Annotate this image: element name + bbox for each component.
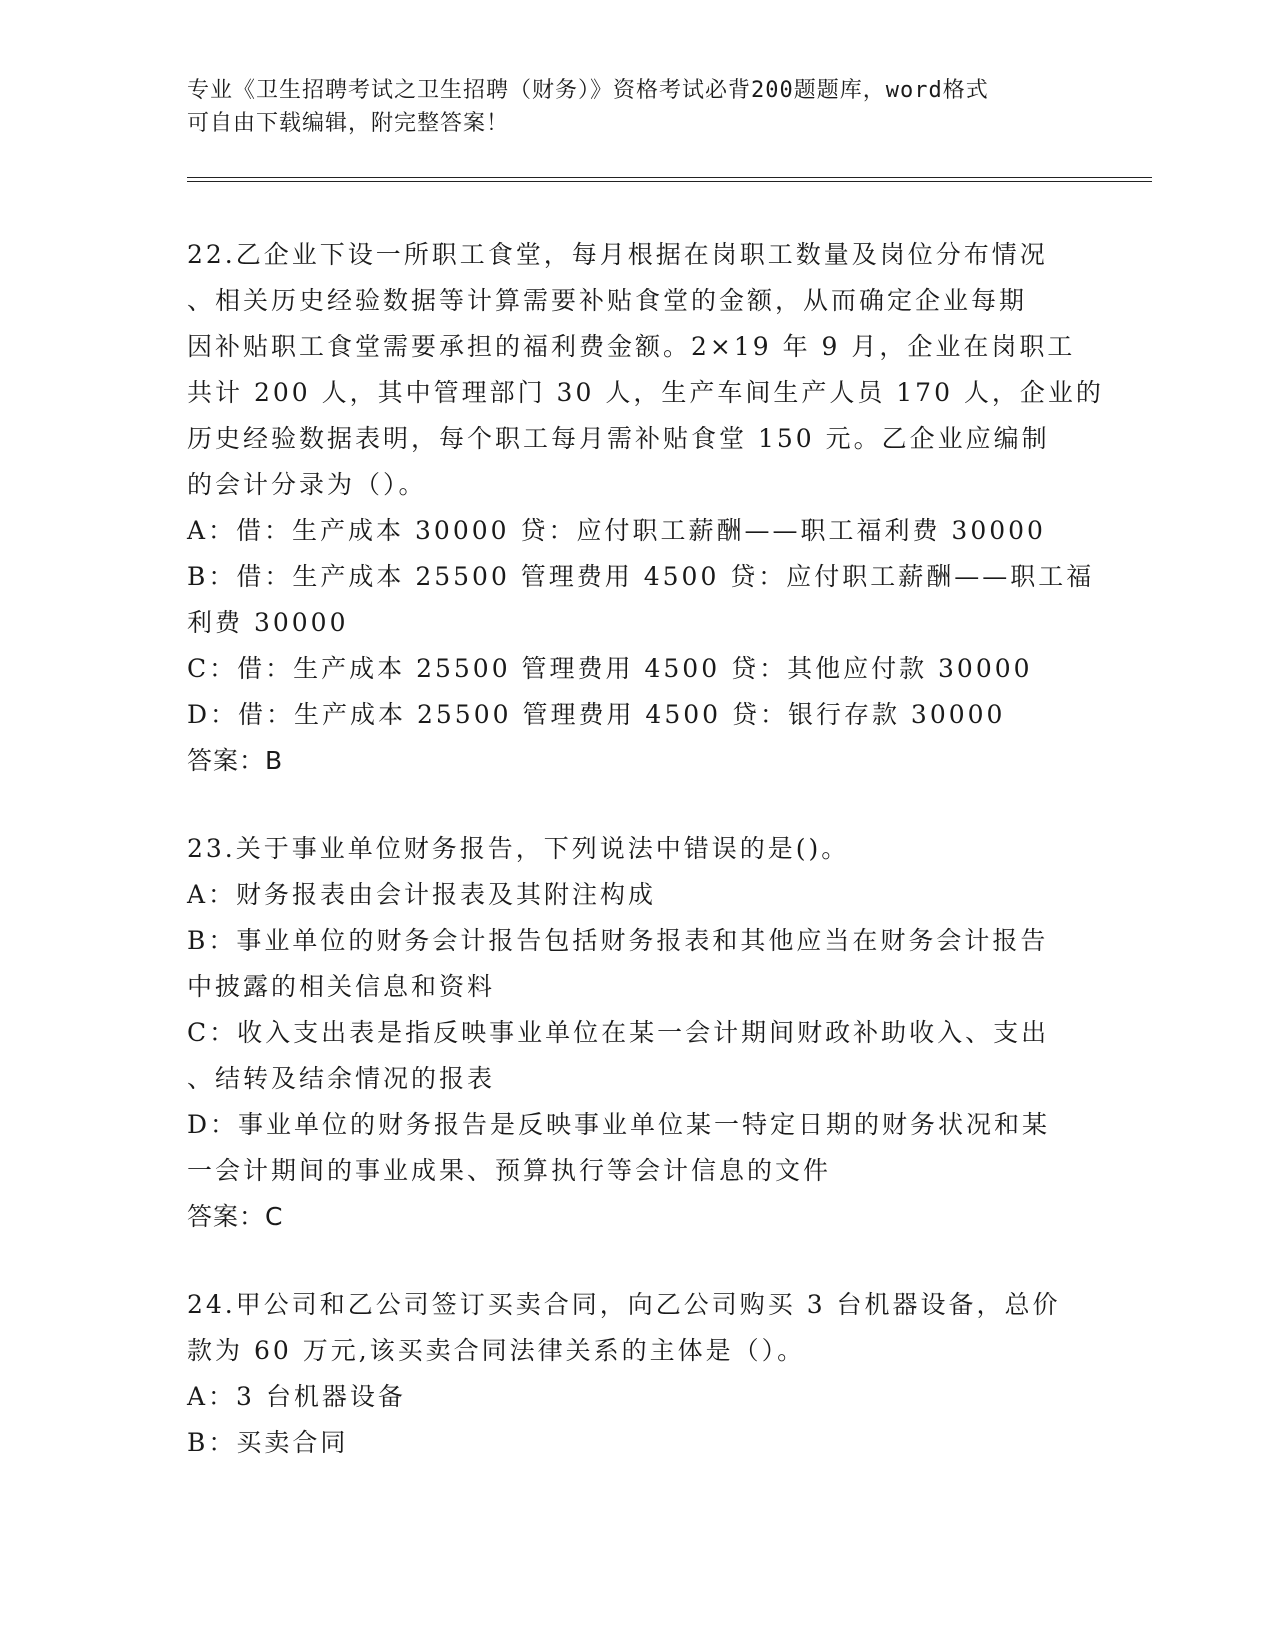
- document-header: [187, 74, 1067, 140]
- question-text-line: 23.关于事业单位财务报告，下列说法中错误的是()。: [187, 834, 850, 863]
- answer-label: 答案：B: [187, 746, 284, 775]
- question-list: [187, 232, 1104, 1508]
- option-b-continued: 中披露的相关信息和资料: [187, 972, 496, 1001]
- question-text-line: 24.甲公司和乙公司签订买卖合同，向乙公司购买 3 台机器设备，总价: [187, 1290, 1061, 1319]
- header-line: 专业《卫生招聘考试之卫生招聘（财务）》资格考试必背200题题库，word格式: [187, 78, 989, 103]
- option-b-continued: 利费 30000: [187, 608, 349, 637]
- option-c: C：收入支出表是指反映事业单位在某一会计期间财政补助收入、支出: [187, 1018, 1050, 1047]
- header-line: 可自由下载编辑，附完整答案！: [187, 111, 510, 136]
- question-text-line: 款为 60 万元,该买卖合同法律关系的主体是（）。: [187, 1336, 806, 1365]
- option-c: C：借：生产成本 25500 管理费用 4500 贷：其他应付款 30000: [187, 654, 1033, 683]
- option-a: A：财务报表由会计报表及其附注构成: [187, 880, 657, 909]
- option-b: B：买卖合同: [187, 1428, 349, 1457]
- option-d-continued: 一会计期间的事业成果、预算执行等会计信息的文件: [187, 1156, 832, 1185]
- option-b: B：事业单位的财务会计报告包括财务报表和其他应当在财务会计报告: [187, 926, 1049, 955]
- option-a: A：3 台机器设备: [187, 1382, 406, 1411]
- question-23: [187, 826, 1077, 1240]
- header-divider: [187, 177, 1152, 182]
- option-d: D：借：生产成本 25500 管理费用 4500 贷：银行存款 30000: [187, 700, 1006, 729]
- question-text-line: 共计 200 人，其中管理部门 30 人，生产车间生产人员 170 人，企业的: [187, 378, 1104, 407]
- option-b: B：借：生产成本 25500 管理费用 4500 贷：应付职工薪酬——职工福: [187, 562, 1095, 591]
- question-text-line: 历史经验数据表明，每个职工每月需补贴食堂 150 元。乙企业应编制: [187, 424, 1050, 453]
- option-d: D：事业单位的财务报告是反映事业单位某一特定日期的财务状况和某: [187, 1110, 1051, 1139]
- question-text-line: 22.乙企业下设一所职工食堂，每月根据在岗职工数量及岗位分布情况: [187, 240, 1048, 269]
- question-22: [187, 232, 1104, 784]
- option-a: A：借：生产成本 30000 贷：应付职工薪酬——职工福利费 30000: [187, 516, 1046, 545]
- answer-label: 答案：C: [187, 1202, 284, 1231]
- question-text-line: 的会计分录为（）。: [187, 470, 427, 499]
- option-c-continued: 、结转及结余情况的报表: [187, 1064, 496, 1093]
- question-text-line: 、相关历史经验数据等计算需要补贴食堂的金额，从而确定企业每期: [187, 286, 1028, 315]
- question-24: [187, 1282, 1077, 1466]
- question-text-line: 因补贴职工食堂需要承担的福利费金额。2×19 年 9 月，企业在岗职工: [187, 332, 1076, 361]
